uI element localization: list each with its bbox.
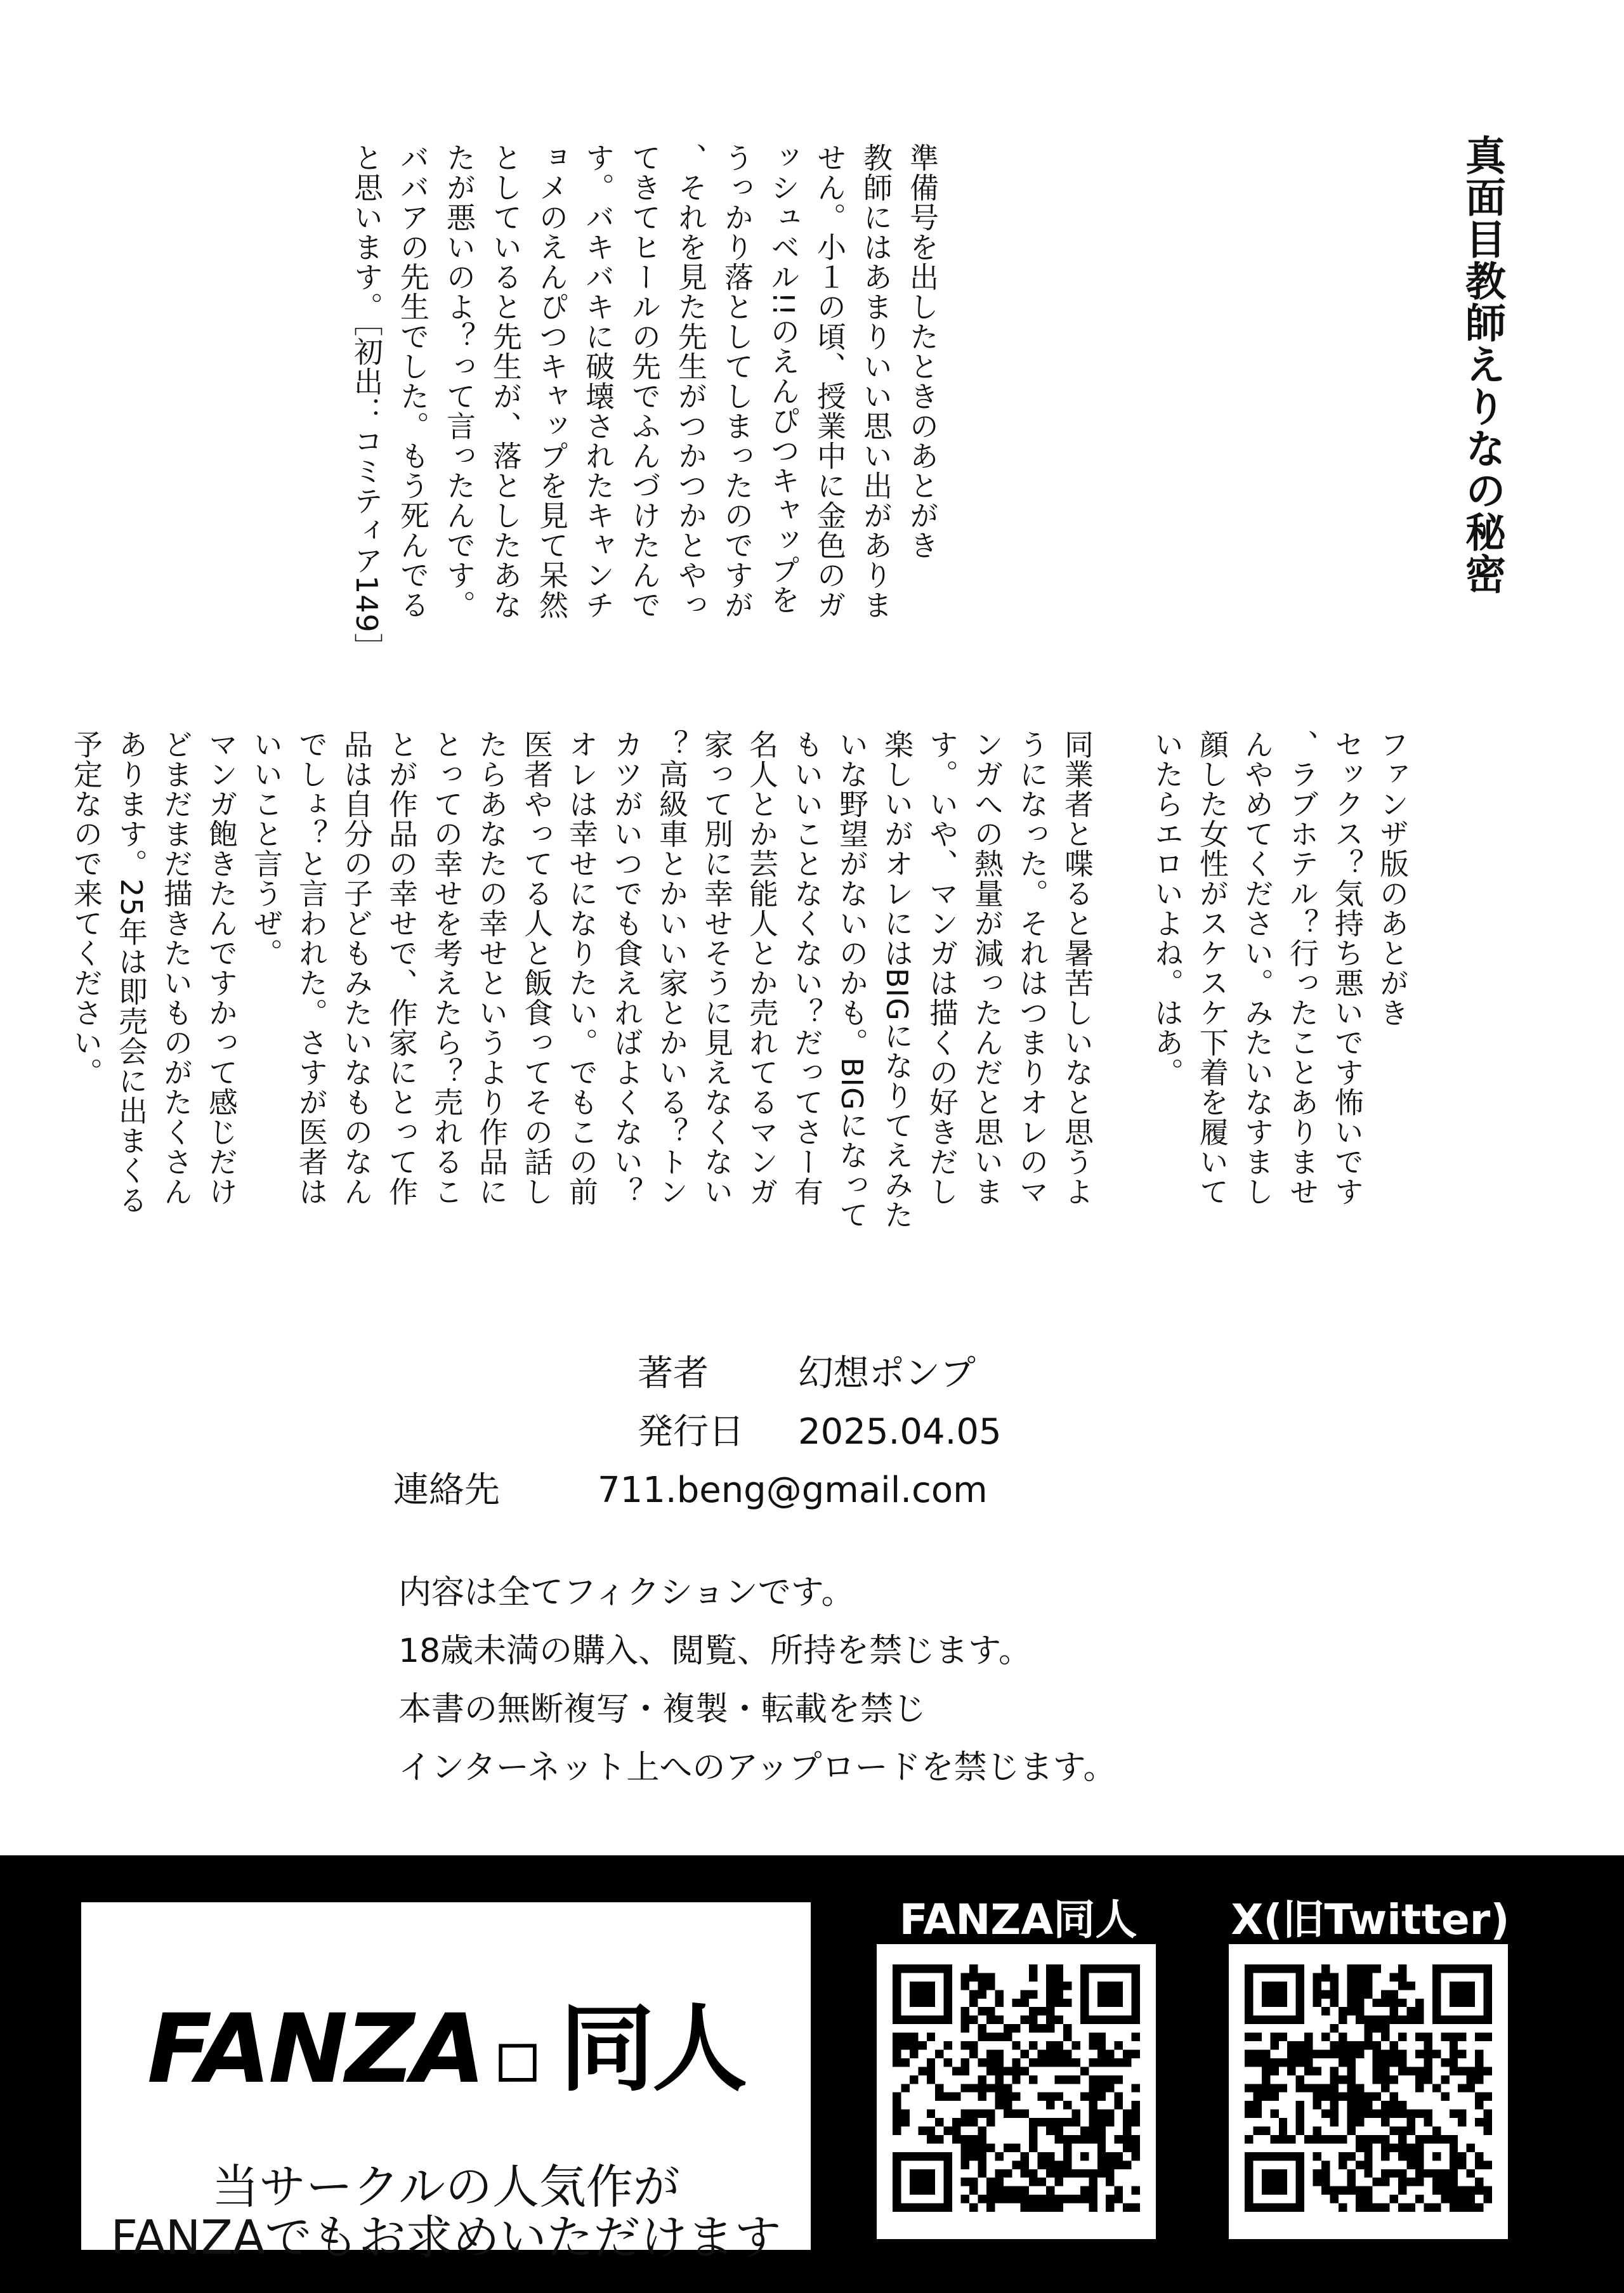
afterword-2-line: んやめてください。みたいなすまし — [1240, 729, 1274, 1206]
qr-fanza-label: FANZA同人 — [899, 1895, 1137, 1944]
fanza-banner — [81, 1902, 811, 2265]
afterword-2-line: オレは幸せになりたい。でもこの前 — [565, 729, 599, 1206]
afterword-2-line: でしょ？と言われた。さすが医者は — [294, 729, 329, 1206]
author-row — [393, 1345, 1155, 1403]
date-label: 発行日 — [638, 1411, 744, 1453]
afterword-1-line: せん。小１の頃、授業中に金色のガ — [813, 143, 847, 620]
author-label: 著者 — [638, 1353, 709, 1394]
afterword-2-line: 名人とか芸能人とか売れてるマンガ — [745, 729, 779, 1206]
qr-x-label: X(旧Twitter) — [1231, 1895, 1510, 1944]
afterword-1-line: ョメのえんぴつキャップを見て呆然 — [535, 143, 569, 620]
afterword-2-line: いな野望がないのかも。BIGになって — [835, 729, 869, 1230]
afterword-2-line: カツがいつでも食えればよくない？ — [610, 729, 644, 1206]
fanza-diamond-icon: ◇ — [475, 2011, 568, 2105]
notice-fiction: 内容は全てフィクションです。 — [398, 1574, 855, 1612]
author-value: 幻想ポンプ — [798, 1353, 976, 1394]
date-row — [393, 1403, 1155, 1461]
afterword-2-line: す。いや、マンガは描くの好きだし — [925, 729, 959, 1206]
notices — [398, 1564, 1477, 1797]
contact-value: 711.beng@gmail.com — [598, 1470, 988, 1511]
afterword-1-line: ッシュベル!!のえんぴつキャップを — [766, 143, 801, 615]
afterword-2-line: 楽しいがオレにはBIGになりてえみた — [880, 729, 914, 1230]
afterword-2-line: 家って別に幸せそうに見えなくない — [700, 729, 734, 1206]
afterword-1-line: 準備号を出したときのあとがき — [905, 143, 940, 560]
afterword-1-line: うっかり落としてしまったのですが — [720, 143, 754, 620]
afterword-2-line: いいこと言うぜ。 — [249, 729, 284, 968]
afterword-2-line: とっての幸せを考えたら？売れるこ — [429, 729, 464, 1206]
colophon — [393, 1345, 1155, 1520]
afterword-1-text — [350, 143, 945, 676]
banner-line-1: 当サークルの人気作が — [212, 2160, 680, 2214]
afterword-2-line: ？高級車とかいい家とかいる？トン — [655, 729, 689, 1206]
afterword-2-line: ファンザ版のあとがき — [1375, 729, 1410, 1028]
afterword-2-line: もいいことなくない？だってさー有 — [790, 729, 824, 1206]
afterword-2-line: ンガへの熱量が減ったんだと思いま — [970, 729, 1004, 1206]
afterword-2-line: マンガ飽きたんですかって感じだけ — [204, 729, 239, 1206]
afterword-2-line: いたらエロいよね。はあ。 — [1150, 729, 1184, 1087]
afterword-2-line: 予定なので来てください。 — [69, 729, 103, 1087]
afterword-1-line: としていると先生が、落としたあな — [488, 143, 523, 620]
afterword-2-line: たらあなたの幸せというより作品に — [475, 729, 509, 1206]
afterword-2-line: とが作品の幸せで、作家にとって作 — [384, 729, 419, 1206]
afterword-1-line: たが悪いのよ？って言ったんです。 — [442, 143, 476, 620]
afterword-1-line: ババアの先生でした。もう死んでる — [396, 143, 430, 620]
contact-label: 連絡先 — [393, 1470, 500, 1511]
afterword-1-line: 教師にはあまりいい思い出がありま — [859, 143, 893, 620]
afterword-2-line: 品は自分の子どもみたいなものなん — [339, 729, 374, 1206]
notice-no-copy: 本書の無断複写・複製・転載を禁じ — [398, 1690, 927, 1728]
fanza-logo-text: FANZA — [147, 1994, 483, 2105]
banner-line-2: FANZAでもお求めいただけます — [110, 2211, 782, 2265]
afterword-2-line — [1099, 729, 1144, 1275]
footer-band — [0, 1855, 1624, 2293]
qr-code-icon[interactable] — [893, 1964, 1140, 2212]
date-value: 2025.04.05 — [798, 1411, 1002, 1453]
afterword-2-line: 顔した女性がスケスケ下着を履いて — [1195, 729, 1229, 1206]
contact-row — [393, 1461, 1155, 1520]
qr-x-panel[interactable] — [1229, 1944, 1508, 2239]
afterword-2-line: 同業者と喋ると暑苦しいなと思うよ — [1060, 729, 1094, 1206]
afterword-1-line: と思います。［初出：コミティア149］ — [350, 143, 384, 663]
afterword-2-line: セックス？気持ち悪いです怖いです — [1330, 729, 1365, 1206]
afterword-2-line: どまだまだ描きたいものがたくさん — [159, 729, 193, 1206]
afterword-2-line: あります。25年は即売会に出まくる — [114, 729, 148, 1215]
afterword-1-line: 、それを見た先生がつかつかとやっ — [674, 143, 708, 620]
fanza-logo-suffix: 同人 — [560, 1994, 745, 2105]
notice-age-restriction: 18歳未満の購入、閲覧、所持を禁じます。 — [398, 1632, 1032, 1670]
afterword-2-line: 、ラブホテル？行ったことありませ — [1285, 729, 1320, 1206]
notice-no-upload: インターネット上へのアップロードを禁じます。 — [398, 1749, 1116, 1787]
afterword-2-line: 医者やってる人と飯食ってその話し — [520, 729, 554, 1206]
afterword-2-line: うになった。それはつまりオレのマ — [1015, 729, 1049, 1206]
fanza-doujin-logo — [81, 1972, 811, 2109]
afterword-2-text — [19, 729, 1415, 1275]
qr-fanza-panel[interactable] — [877, 1944, 1156, 2239]
afterword-title: 真面目教師えりなの秘密 — [1458, 134, 1505, 595]
afterword-1-line: す。バキバキに破壊されたキャンチ — [581, 143, 615, 620]
afterword-1-line: てきてヒールの先でふんづけたんで — [627, 143, 662, 620]
qr-code-icon[interactable] — [1245, 1964, 1492, 2212]
